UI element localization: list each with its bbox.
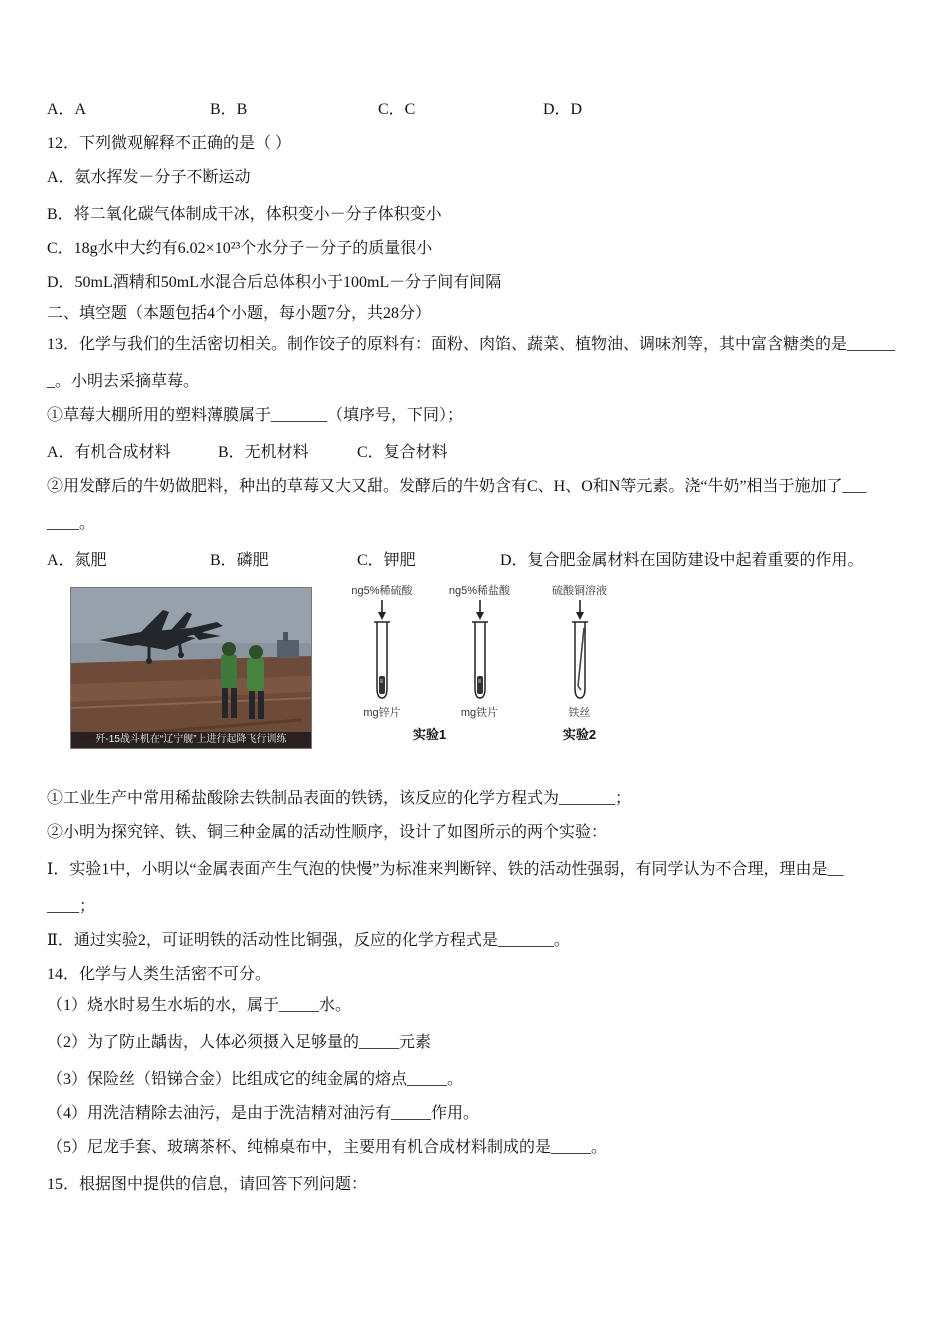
q13-sub2-option-a: A．氮肥: [47, 552, 107, 569]
down-arrow-icon: [474, 600, 486, 620]
exam-content: [47, 100, 912, 1209]
test-tube-wire-icon: [567, 620, 593, 704]
answer-option-b: B．B: [210, 101, 248, 118]
q14-stem: 14．化学与人类生活密不可分。: [47, 966, 272, 983]
q13-after1: ①工业生产中常用稀盐酸除去铁制品表面的铁锈，该反应的化学方程式为_______；: [47, 790, 632, 807]
answer-option-a: A．A: [47, 101, 87, 118]
photo-caption: 歼-15战斗机在“辽宁舰”上进行起降飞行训练: [71, 732, 311, 748]
experiment-tube-1: [332, 585, 432, 720]
carrier-jet-illustration: [71, 588, 311, 748]
tube1-metal-label: mg锌片: [363, 707, 401, 719]
tube2-metal-label: mg铁片: [460, 707, 499, 719]
answer-options-row: [47, 100, 912, 120]
section2-header: 二、填空题（本题包括4个小题，每小题7分，共28分）: [47, 305, 432, 322]
q14-item1: （1）烧水时易生水垢的水，属于_____水。: [47, 997, 352, 1014]
metal-activity-experiment-diagram: [332, 585, 632, 763]
experiment-tube-2: [432, 585, 527, 720]
q13-sub2-option-d: D．复合肥金属材料在国防建设中起着重要的作用。: [500, 552, 864, 569]
q12-option-d: D．50mL酒精和50mL水混合后总体积小于100mL－分子间有间隔: [47, 274, 502, 291]
q13-sub2-option-b: B．磷肥: [210, 552, 269, 569]
q13-line2: _。小明去采摘草莓。: [47, 373, 200, 390]
q14-item3: （3）保险丝（铅锑合金）比组成它的纯金属的熔点_____。: [47, 1071, 464, 1088]
q13-after3: Ⅰ．实验1中，小明以“金属表面产生气泡的快慢”为标准来判断锌、铁的活动性强弱，有同学认为不合理，理由是__: [47, 861, 844, 878]
q13-sub2-line2: ____。: [47, 515, 96, 532]
q13-sub1-options-row: [47, 443, 912, 463]
diagram-columns: [332, 585, 632, 720]
q13-figure-row: [47, 585, 912, 763]
q12-option-a: A．氨水挥发－分子不断运动: [47, 169, 251, 186]
experiment1-label: 实验1: [412, 727, 447, 742]
answer-option-d: D．D: [543, 101, 583, 118]
experiment-labels-row: [332, 724, 632, 743]
test-tube-zinc-icon: [369, 620, 395, 704]
test-tube-iron-icon: [467, 620, 493, 704]
tube3-metal-label: 铁丝: [568, 707, 591, 719]
q14-item5: （5）尼龙手套、玻璃茶杯、纯棉桌布中，主要用有机合成材料制成的是_____。: [47, 1139, 608, 1156]
answer-option-c: C．C: [378, 101, 416, 118]
q13-sub1-option-c: C．复合材料: [357, 444, 448, 461]
q13-after4: ____；: [47, 898, 96, 915]
q13-sub2-options-row: [47, 551, 912, 571]
q14-item4: （4）用洗洁精除去油污，是由于洗洁精对油污有_____作用。: [47, 1105, 480, 1122]
q13-sub1-option-b: B．无机材料: [218, 444, 309, 461]
q13-after5: Ⅱ．通过实验2，可证明铁的活动性比铜强，反应的化学方程式是_______。: [47, 932, 570, 949]
q12-option-b: B．将二氧化碳气体制成干冰，体积变小－分子体积变小: [47, 206, 442, 223]
experiment2-label: 实验2: [562, 727, 597, 742]
carrier-jet-photo: [70, 587, 312, 749]
q15-stem: 15．根据图中提供的信息，请回答下列问题：: [47, 1176, 368, 1193]
q14-item2: （2）为了防止龋齿，人体必须摄入足够量的_____元素: [47, 1034, 432, 1051]
q13-sub2-option-c: C．钾肥: [357, 552, 416, 569]
experiment-tube-3: [527, 585, 632, 720]
down-arrow-icon: [376, 600, 388, 620]
q12-option-c: C．18g水中大约有6.02×10²³个水分子－分子的质量很小: [47, 240, 433, 257]
tube2-reagent-label: ng5%稀盐酸: [448, 585, 511, 597]
down-arrow-icon: [574, 600, 586, 620]
tube1-reagent-label: ng5%稀硫酸: [351, 585, 413, 597]
tube3-reagent-label: 硫酸铜溶液: [552, 585, 607, 597]
q13-after2: ②小明为探究锌、铁、铜三种金属的活动性顺序，设计了如图所示的两个实验：: [47, 824, 608, 841]
q13-sub1-option-a: A．有机合成材料: [47, 444, 171, 461]
q12-stem: 12．下列微观解释不正确的是（ ）: [47, 135, 292, 152]
q13-sub1: ①草莓大棚所用的塑料薄膜属于_______（填序号，下同）；: [47, 407, 464, 424]
q13-sub2-line1: ②用发酵后的牛奶做肥料，种出的草莓又大又甜。发酵后的牛奶含有C、H、O和N等元素。浇“牛奶”相当于施加了___: [47, 478, 867, 495]
q13-line1: 13．化学与我们的生活密切相关。制作饺子的原料有：面粉、肉馅、蔬菜、植物油、调味剂等，其中富含糖类的是______: [47, 336, 896, 353]
